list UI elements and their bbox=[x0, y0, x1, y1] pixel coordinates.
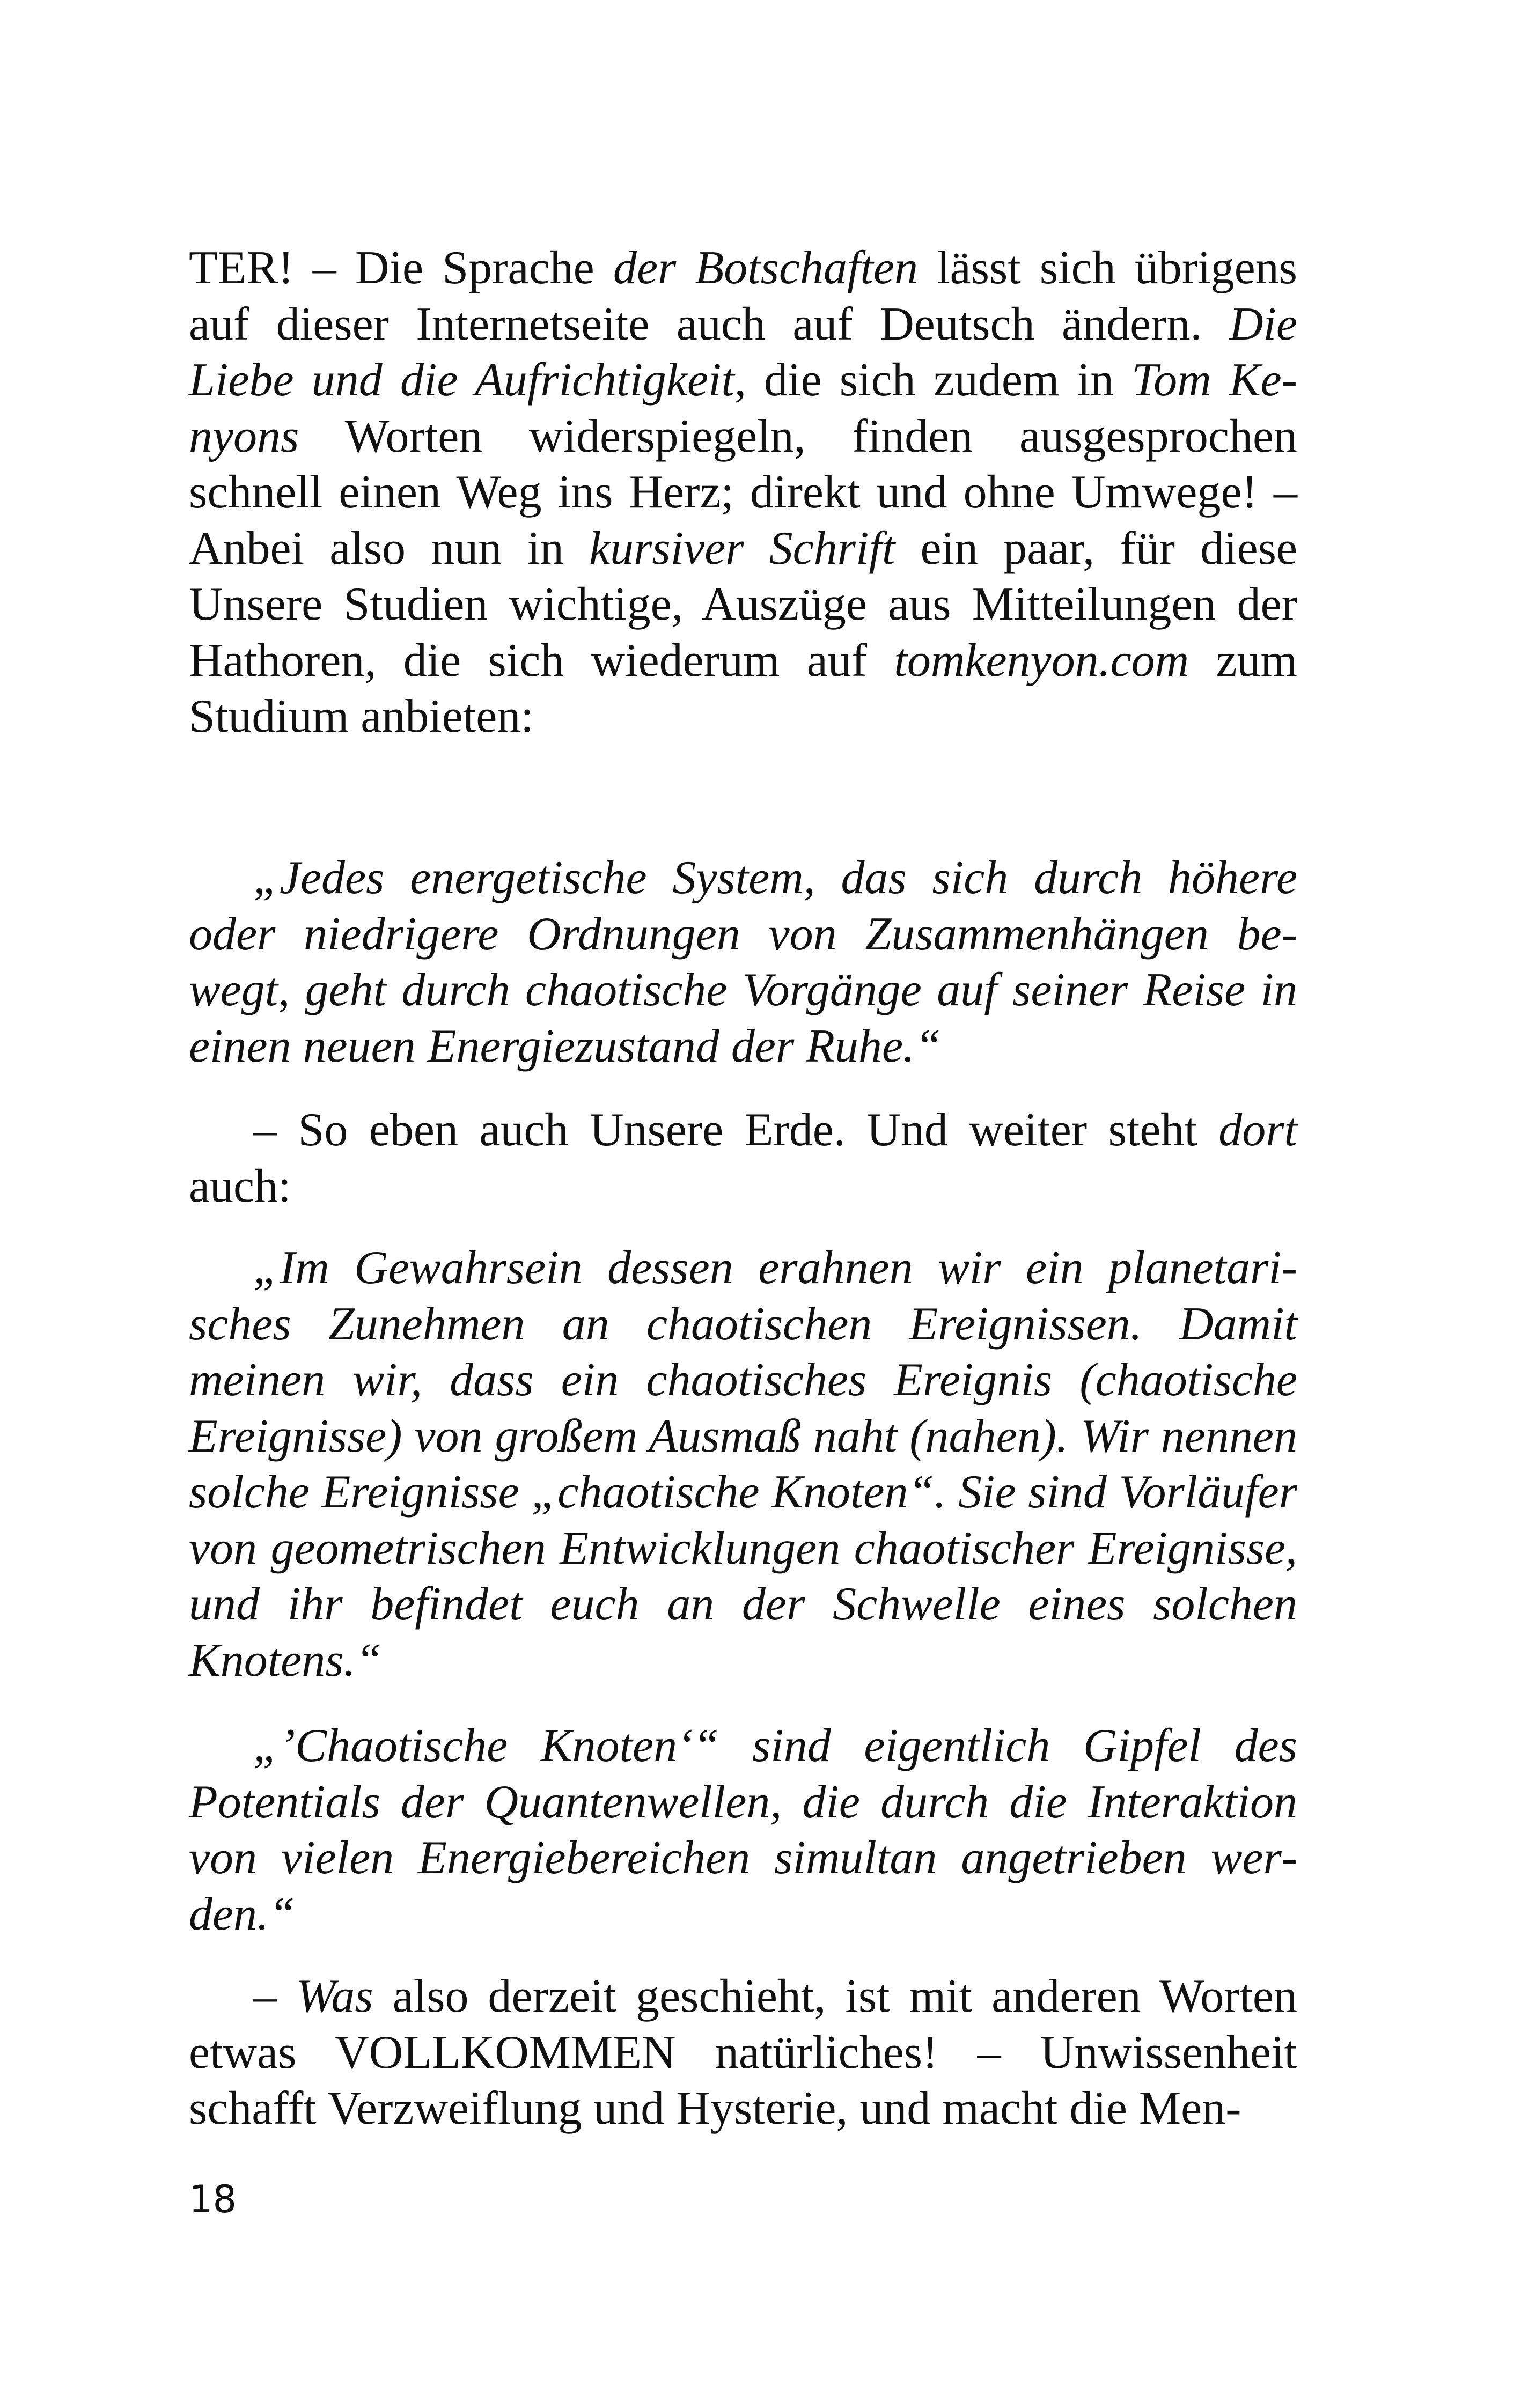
italic-text-segment: tomkenyon.com bbox=[894, 634, 1189, 687]
italic-text-segment: „’Chaotische Knoten‘“ sind eigentlich Gipfel des Potentials der Quantenwellen, die durch die Interaktion von vielen Energiebereichen simultan angetrieben werden.“ bbox=[189, 1720, 1297, 1940]
text-segment: Worten widerspiegeln, finden ausgesprochen schnell einen Weg ins Herz; direkt und ohne Umwege! – Anbei also nun in bbox=[189, 410, 1297, 575]
text-segment: TER! – Die Sprache bbox=[189, 242, 613, 294]
italic-text-segment: Die Liebe und die Aufrichtigkeit bbox=[189, 298, 1297, 406]
page-number: 18 bbox=[189, 2177, 237, 2221]
text-segment: – So eben auch Unsere Erde. Und weiter steht bbox=[253, 1104, 1219, 1156]
text-segment: zum Studium anbieten: bbox=[189, 634, 1297, 742]
text-segment: lässt sich übrigens auf dieser Internetseite auch auf Deutsch ändern. bbox=[189, 242, 1297, 350]
quote-paragraph-chaotic-events bbox=[189, 1240, 1297, 1689]
text-segment: also derzeit geschieht, ist mit anderen Worten etwas VOLLKOMMEN natürliches! – Unwissenheit schafft Verzweiflung und Hysterie, und macht die Men- bbox=[189, 1970, 1297, 2134]
italic-text-segment: Was bbox=[296, 1970, 373, 2022]
text-segment: – bbox=[253, 1970, 297, 2022]
italic-text-segment: der Botschaften bbox=[613, 242, 918, 294]
quote-paragraph-energetic-system bbox=[189, 850, 1297, 1074]
text-segment: auch: bbox=[189, 1160, 291, 1212]
italic-text-segment: kursiver Schrift bbox=[589, 522, 895, 575]
paragraph-transition bbox=[189, 1102, 1297, 1214]
italic-text-segment: „Jedes energetische System, das sich durch höhere oder niedrigere Ordnungen von Zusammenhängen bewegt, geht durch chaotische Vorgänge auf seiner Reise in einen neuen Energiezustand der Ruhe.“ bbox=[189, 852, 1297, 1072]
text-segment: ein paar, für diese Unsere Studien wichtige, Auszüge aus Mitteilungen der Hathoren, die sich wiederum auf bbox=[189, 522, 1298, 687]
italic-text-segment: „Im Gewahrsein dessen erahnen wir ein planetarisches Zunehmen an chaotischen Ereignissen. Damit meinen wir, dass ein chaotisches Ereignis (chaotische Ereignisse) von großem Ausmaß naht (nahen). Wir nennen solche Ereignisse „chaotische Knoten“. Sie sind Vorläufer von geometrischen Entwicklungen chaotischer Ereignisse, und ihr befindet euch an der Schwelle eines solchen Knotens.“ bbox=[189, 1242, 1297, 1687]
quote-paragraph-chaotic-nodes bbox=[189, 1718, 1297, 1942]
paragraph-intro bbox=[189, 240, 1297, 745]
text-segment: , die sich zudem in bbox=[734, 354, 1132, 406]
italic-text-segment: Tom Kenyons bbox=[189, 354, 1298, 462]
paragraph-conclusion bbox=[189, 1969, 1297, 2137]
italic-text-segment: dort bbox=[1218, 1104, 1297, 1156]
